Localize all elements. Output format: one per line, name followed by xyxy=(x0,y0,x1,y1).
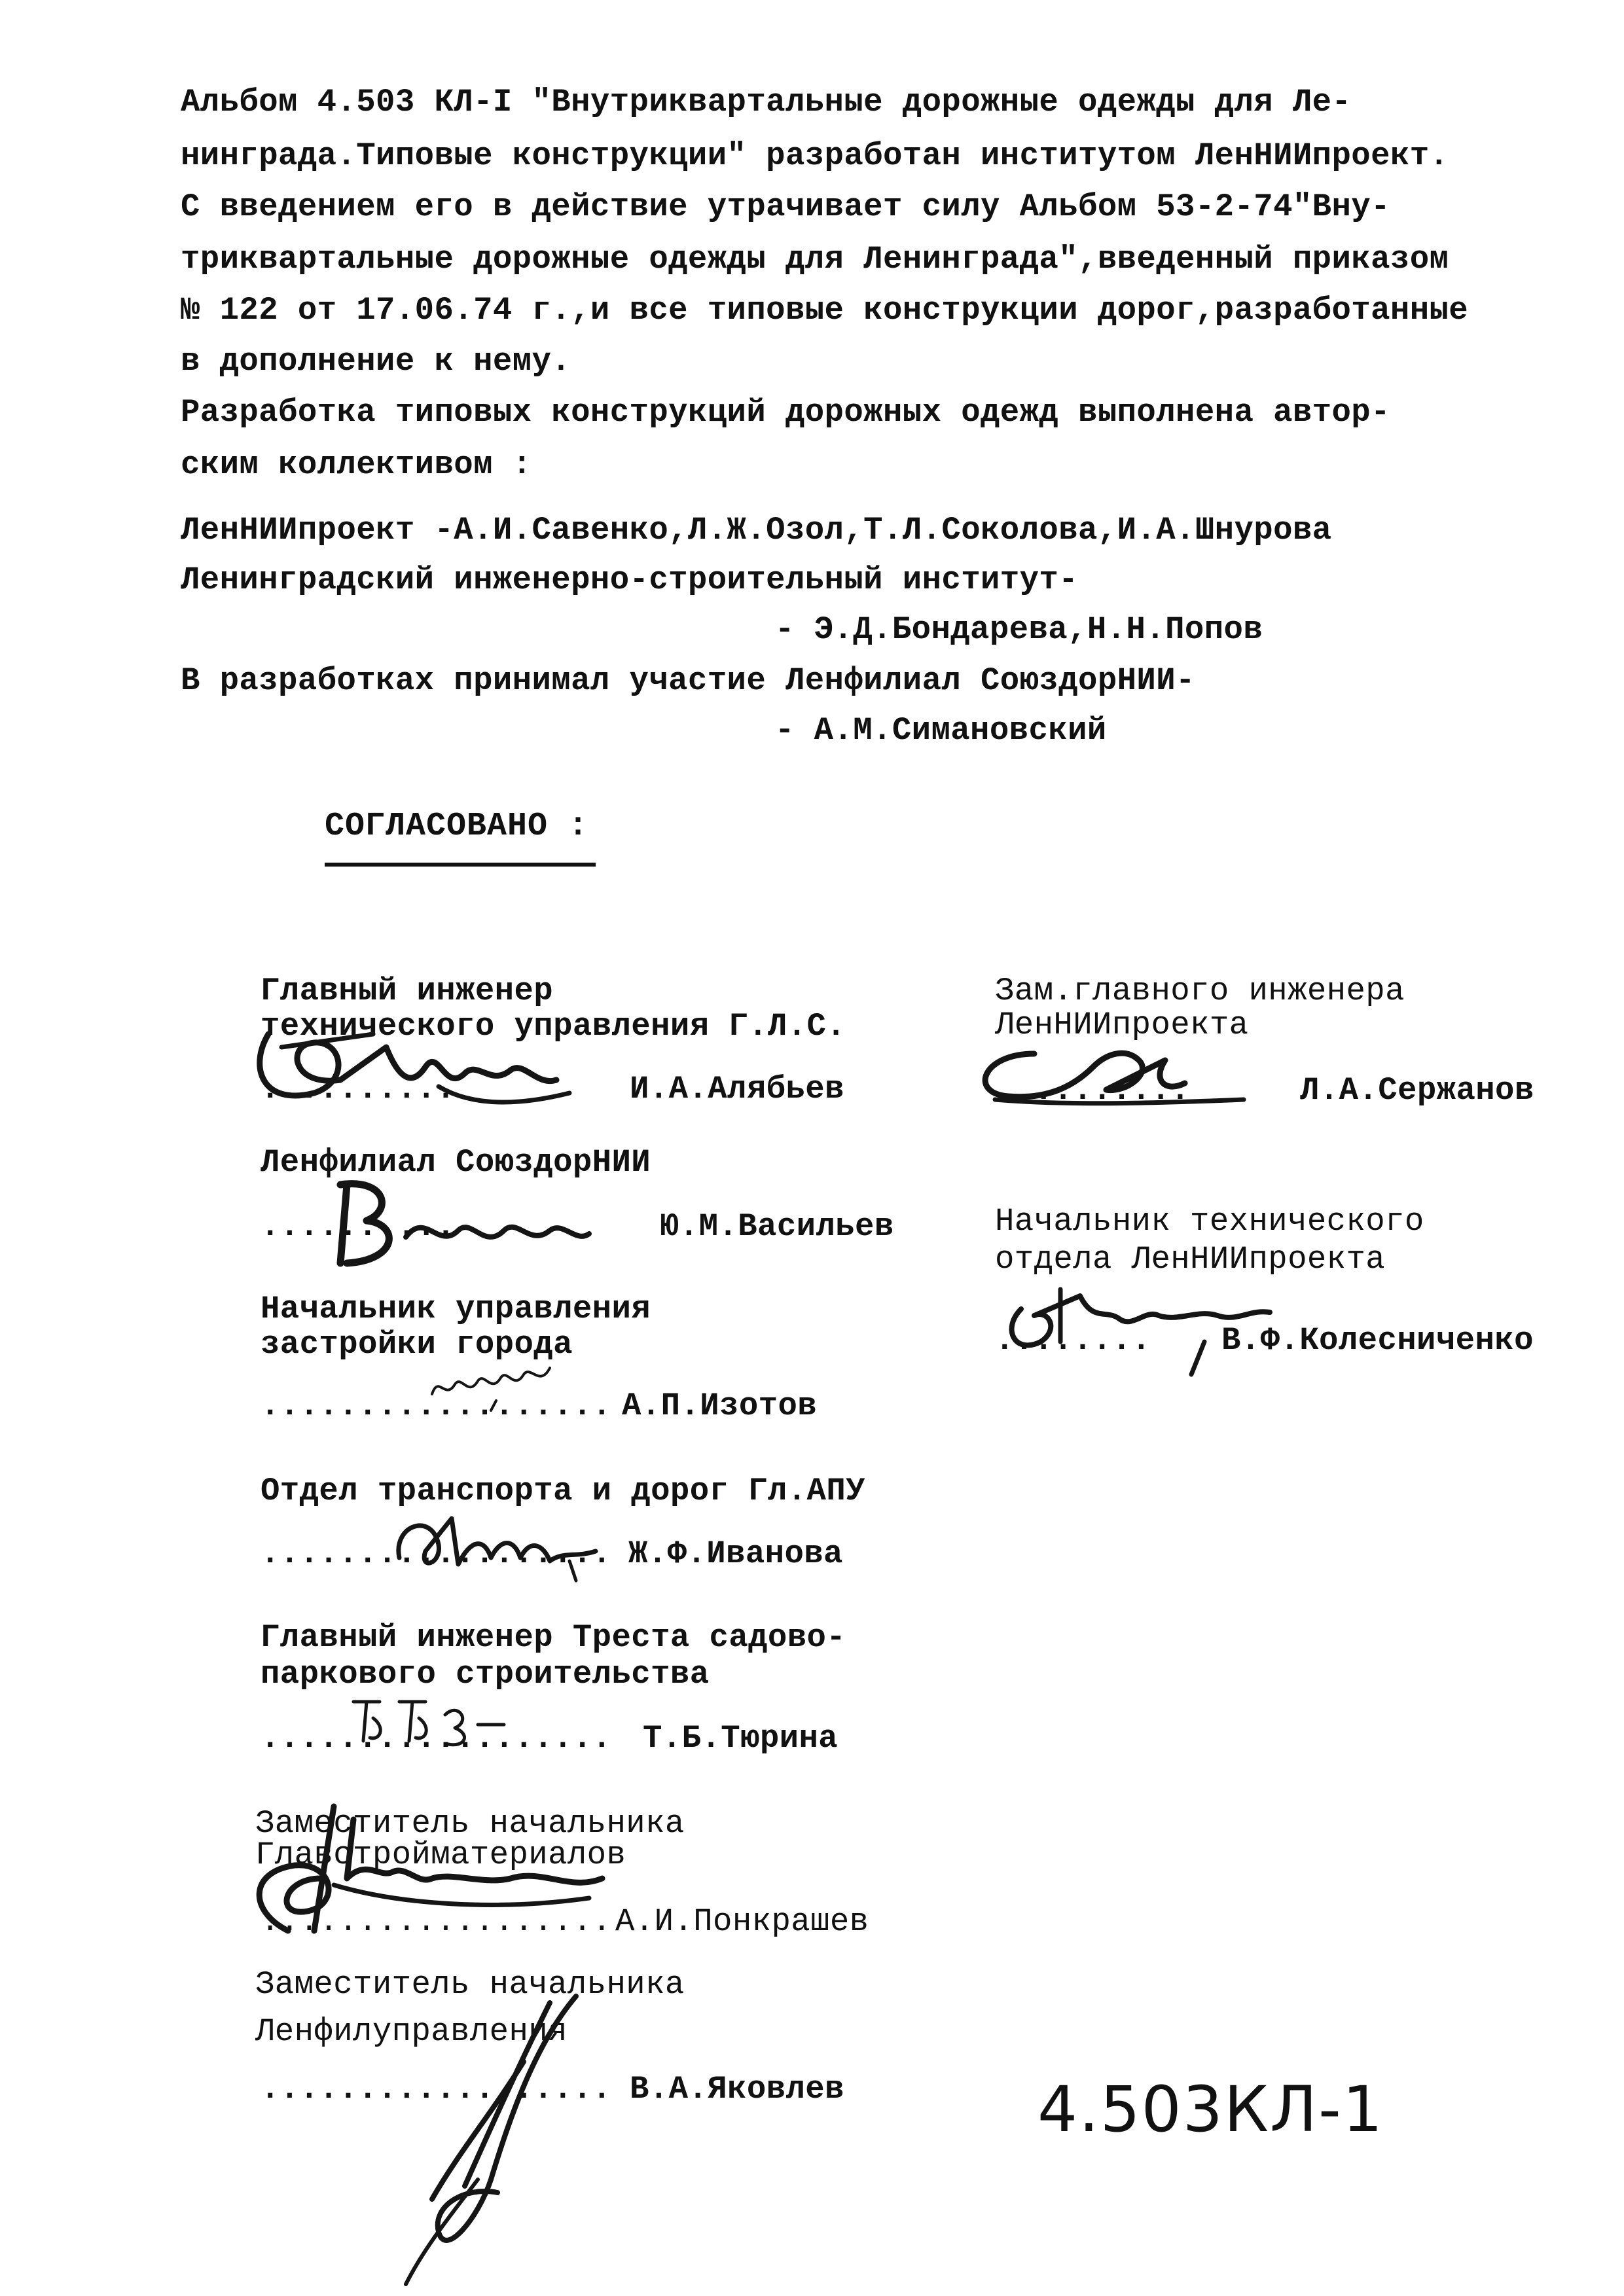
approval-title: Заместитель начальника xyxy=(255,1966,685,2003)
approval-title: Ленфилиал СоюздорНИИ xyxy=(261,1144,651,1181)
approval-title: Отдел транспорта и дорог Гл.АПУ xyxy=(261,1473,865,1509)
agreed-underline xyxy=(325,863,596,867)
approval-dots: .................. xyxy=(261,1535,612,1572)
signature-vasilyev xyxy=(327,1172,602,1270)
approval-name: Ж.Ф.Иванова xyxy=(628,1535,843,1572)
approval-dots: .................. xyxy=(261,1903,612,1940)
authors-participation-name: - А.М.Симановский xyxy=(775,712,1107,749)
approval-title: Зам.главного инженера xyxy=(995,973,1405,1009)
approval-title: паркового строительства xyxy=(261,1656,710,1693)
approval-title: Начальник управления xyxy=(261,1291,651,1327)
signature-serzhanov xyxy=(956,1028,1257,1119)
approval-title: Главный инженер Треста садово- xyxy=(261,1619,846,1656)
approval-name: И.А.Алябьев xyxy=(630,1071,844,1107)
intro-para2-line3: № 122 от 17.06.74 г.,и все типовые конструкции дорог,разработанные xyxy=(181,292,1469,329)
approval-dots: .................. xyxy=(261,1388,612,1424)
intro-para3-line1: Разработка типовых конструкций дорожных одежд выполнена автор- xyxy=(181,394,1390,431)
intro-para2-line1: С введением его в действие утрачивает силу Альбом 53-2-74"Вну- xyxy=(181,188,1390,225)
signature-ponkrashev xyxy=(236,1780,641,1944)
intro-para1-line1: Альбом 4.503 КЛ-I "Внутриквартальные дорожные одежды для Ле- xyxy=(181,84,1352,120)
approval-title: Ленфилуправления xyxy=(255,2013,568,2050)
signature-kolesnichenko xyxy=(982,1270,1283,1381)
signature-alyabyev xyxy=(242,1008,583,1119)
approval-name: В.Ф.Колесниченко xyxy=(1221,1322,1534,1359)
signature-izotov xyxy=(419,1348,589,1420)
album-code: 4.503КЛ-1 xyxy=(1038,2073,1384,2146)
authors-lenniiproekt: ЛенНИИпроект -А.И.Савенко,Л.Ж.Озол,Т.Л.Соколова,И.А.Шнурова xyxy=(181,512,1332,548)
intro-para2-line2: триквартальные дорожные одежды для Ленинграда",введенный приказом xyxy=(181,241,1449,278)
authors-participation: В разработках принимал участие Ленфилиал СоюздорНИИ- xyxy=(181,662,1195,699)
authors-lisi-names: - Э.Д.Бондарева,Н.Н.Попов xyxy=(775,611,1263,648)
approval-title: застройки города xyxy=(261,1326,573,1363)
signature-tyurina xyxy=(340,1689,537,1754)
approval-name: В.А.Яковлев xyxy=(630,2071,844,2108)
intro-para3-line2: ским коллективом : xyxy=(181,446,532,483)
approval-title: технического управления Г.Л.С. xyxy=(261,1008,846,1045)
approval-title: Начальник технического xyxy=(995,1203,1424,1240)
approval-dots: .................. xyxy=(261,1720,612,1757)
approval-title: ЛенНИИпроекта xyxy=(995,1007,1249,1043)
intro-para2-line4: в дополнение к нему. xyxy=(181,343,571,380)
approval-title: отдела ЛенНИИпроекта xyxy=(995,1241,1386,1278)
approval-dots: .................. xyxy=(261,2071,612,2108)
approval-title: Заместитель начальника xyxy=(255,1805,685,1842)
approval-dots: .......... xyxy=(261,1071,456,1107)
approval-dots: .......... xyxy=(261,1208,456,1245)
approval-dots: ........ xyxy=(995,1322,1151,1359)
approval-name: А.И.Понкрашев xyxy=(615,1903,869,1940)
approval-dots: .......... xyxy=(995,1072,1191,1109)
approval-name: Л.А.Сержанов xyxy=(1300,1072,1534,1109)
signature-ivanova xyxy=(380,1499,628,1584)
approval-title: Главный инженер xyxy=(261,973,554,1009)
approval-name: Т.Б.Тюрина xyxy=(643,1720,839,1757)
signature-yakovlev xyxy=(367,1983,602,2291)
approval-name: А.П.Изотов xyxy=(622,1388,818,1424)
agreed-heading: СОГЛАСОВАНО : xyxy=(325,808,589,845)
authors-lisi-org: Ленинградский инженерно-строительный институт- xyxy=(181,562,1079,598)
intro-para1-line2: нинграда.Типовые конструкции" разработан институтом ЛенНИИпроект. xyxy=(181,137,1449,174)
approval-name: Ю.М.Васильев xyxy=(660,1208,894,1245)
approval-title: Главстройматериалов xyxy=(255,1837,626,1873)
